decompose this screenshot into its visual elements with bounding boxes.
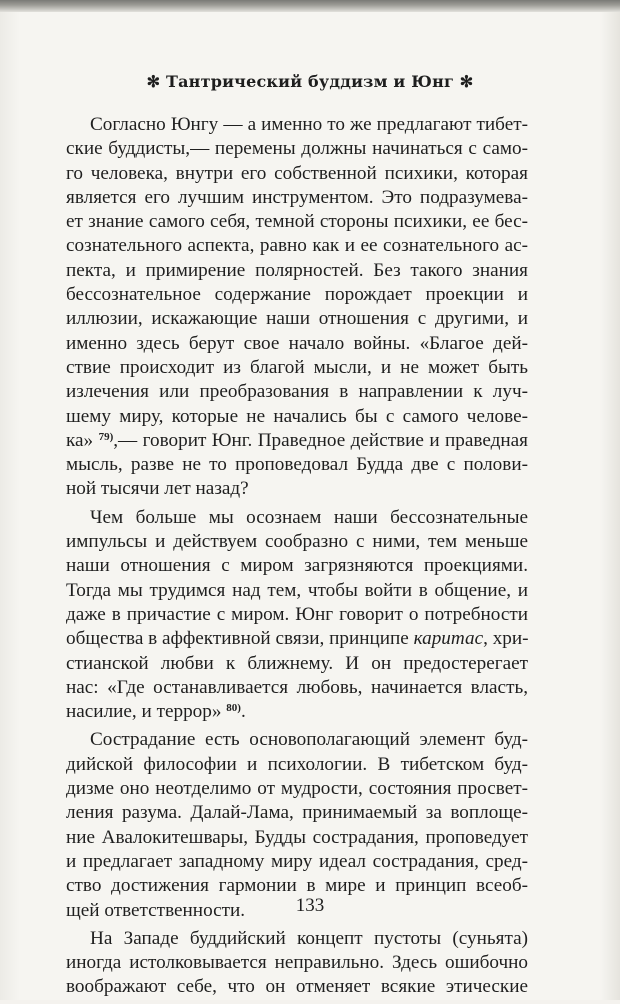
text-line: Чем больше мы осознаем наши бессознательные xyxy=(90,506,528,528)
text-fragment: ,— говорит Юнг. Праведное действие и праведная xyxy=(113,429,528,451)
text-line: излечения или преобразования в направлении к луч- xyxy=(66,381,528,403)
emphasis-caritas: каритас xyxy=(413,628,484,650)
footnote-ref-80: 80) xyxy=(226,702,241,715)
paragraph-1 xyxy=(66,113,528,502)
text-line: нас: «Где останавливается любовь, начинается власть, xyxy=(66,676,528,698)
text-line: стианской любви к ближнему. И он предостерегает xyxy=(66,652,528,674)
text-line: иллюзии, искажающие наши отношения с другими, и xyxy=(66,308,528,330)
text-line: дийской философии и психологии. В тибетском буд- xyxy=(66,753,528,775)
text-line: щей ответственности. xyxy=(66,899,246,921)
text-line: ствие происходит из благой мысли, и не может быть xyxy=(66,356,528,378)
text-fragment: ка» xyxy=(66,429,99,451)
text-line: Тогда мы трудимся над тем, чтобы войти в общение, и xyxy=(66,579,528,601)
text-line: ной тысячи лет назад? xyxy=(66,478,249,500)
text-line: сознательного аспекта, равно как и ее сознательного ас- xyxy=(66,235,528,257)
paragraph-4 xyxy=(66,927,528,1000)
text-line: является его лучшим инструментом. Это подразумева- xyxy=(66,186,528,208)
text-line: ления разума. Далай-Лама, принимаемый за воплоще- xyxy=(66,802,528,824)
text-line: шему миру, которые не начались бы с самого челове- xyxy=(66,405,528,427)
text-line: ские буддисты,— перемены должны начинаться с само- xyxy=(66,138,528,160)
text-line xyxy=(66,429,528,453)
text-fragment: насилие, и террор» xyxy=(66,701,227,723)
text-line: го человека, внутри его собственной психики, которая xyxy=(66,162,528,184)
text-fragment: общества в аффективной связи, принципе xyxy=(66,628,414,650)
text-line: ние Авалокитешвары, Будды сострадания, проповедует xyxy=(66,826,528,848)
text-line: ство достижения гармонии в мире и принцип всеоб- xyxy=(66,875,528,897)
text-line: и предлагает западному миру идеал сострадания, сред- xyxy=(66,850,528,872)
text-line: Сострадание есть основополагающий элемент буд- xyxy=(90,729,528,751)
paragraph-2 xyxy=(66,506,528,725)
text-line: мысль, разве не то проповедовал Будда две с полови- xyxy=(66,454,528,476)
text-line: бессознательное содержание порождает проекции и xyxy=(66,284,528,306)
text-line: именно здесь берут свое начало войны. «Благое дей- xyxy=(66,332,528,354)
paragraph-3 xyxy=(66,728,528,922)
text-fragment: . xyxy=(240,701,246,723)
text-line: наши отношения с миром загрязняются проекциями. xyxy=(66,555,528,577)
text-line: даже в причастие с миром. Юнг говорит о потребности xyxy=(66,603,528,625)
text-line: На Западе буддийский концепт пустоты (суньята) xyxy=(90,927,528,949)
text-line: импульсы и действуем сообразно с ними, тем меньше xyxy=(66,531,528,553)
text-line: пекта, и примирение полярностей. Без такого знания xyxy=(66,259,528,281)
text-line xyxy=(66,700,528,724)
text-line: воображают себе, что он отменяет всякие этические xyxy=(66,976,528,998)
page-top-edge xyxy=(0,0,620,12)
body-text xyxy=(66,113,528,1004)
text-line xyxy=(66,627,528,651)
text-line: Согласно Юнгу — а именно то же предлагают тибет- xyxy=(90,114,528,135)
text-line: иногда истолковывается неправильно. Здесь ошибочно xyxy=(66,952,528,974)
running-header: ✻ Тантрический буддизм и Юнг ✻ xyxy=(146,72,474,91)
text-line: дизме оно неотделимо от мудрости, состояния просвет- xyxy=(66,778,528,800)
text-line: ет знание самого себя, темной стороны психики, ее бес- xyxy=(66,211,528,233)
page-number: 133 xyxy=(295,895,325,916)
footnote-ref-79: 79) xyxy=(98,430,114,443)
text-fragment: , хри- xyxy=(483,628,529,650)
